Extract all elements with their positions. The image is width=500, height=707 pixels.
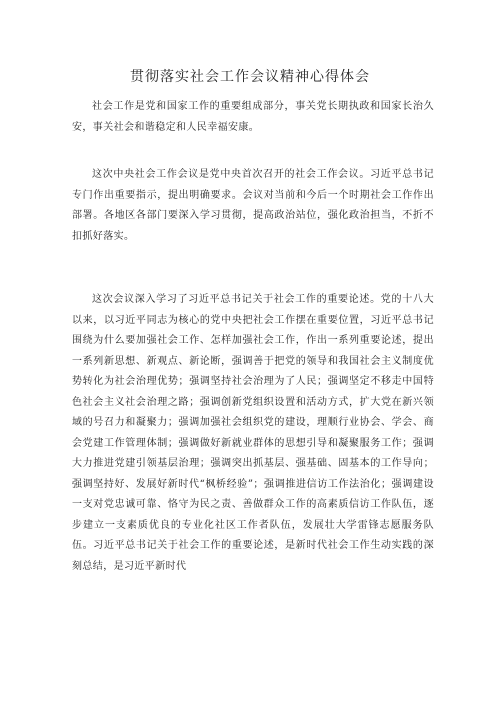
document-title: 贯彻落实社会工作会议精神心得体会 xyxy=(130,69,370,85)
paragraph-1: 社会工作是党和国家工作的重要组成部分，事关党长期执政和国家长治久安，事关社会和谐稳定和人民幸福安康。 xyxy=(72,101,434,133)
paragraph-3: 这次会议深入学习了习近平总书记关于社会工作的重要论述。党的十八大以来，以习近平同志为核心的党中央把社会工作摆在重要位置，习近平总书记围绕为什么要加强社会工作、怎样加强社会工作，作出一系列重要论述，提出一系列新思想、新观点、新论断，强调善于把党的领导和我国社会主义制度优势转化为社会治理优势；强调坚持社会治理为了人民；强调坚定不移走中国特色社会主义社会治理之路；强调创新党组织设置和活动方式，扩大党在新兴领域的号召力和凝聚力；强调加强社会组织党的建设，理顺行业协会、学会、商会党建工作管理体制；强调做好新就业群体的思想引导和凝聚服务工作；强调大力推进党建引领基层治理；强调突出抓基层、强基础、固基本的工作导向；强调坚持好、发展好新时代“枫桥经验”；强调推进信访工作法治化；强调建设一支对党忠诚可靠、恪守为民之责、善做群众工作的高素质信访工作队伍，逐步建立一支素质优良的专业化社区工作者队伍，发展壮大学雷锋志愿服务队伍。习近平总书记关于社会工作的重要论述，是新时代社会工作生动实践的深刻总结，是习近平新时代 xyxy=(72,294,434,572)
paragraph-2: 这次中央社会工作会议是党中央首次召开的社会工作会议。习近平总书记专门作出重要指示，提出明确要求。会议对当前和今后一个时期社会工作作出部署。各地区各部门要深入学习贯彻，提高政治站位，强化政治担当，不折不扣抓好落实。 xyxy=(72,169,434,242)
